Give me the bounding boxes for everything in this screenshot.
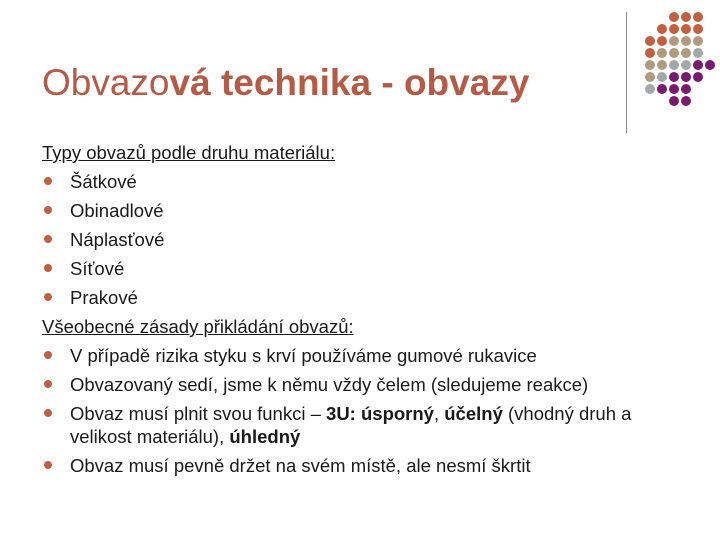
- decorative-dot: [669, 72, 679, 82]
- decorative-dot: [669, 84, 679, 94]
- decorative-dot: [693, 36, 703, 46]
- decorative-dot: [681, 72, 691, 82]
- decorative-dot: [645, 48, 655, 58]
- bullet-icon: [44, 461, 52, 469]
- decorative-dot: [645, 72, 655, 82]
- decorative-divider: [626, 12, 627, 133]
- decorative-dot: [681, 96, 691, 106]
- bullet-icon: [44, 409, 52, 417]
- decorative-dot: [693, 24, 703, 34]
- section1-heading: Typy obvazů podle druhu materiálu:: [42, 142, 336, 163]
- decorative-dot: [645, 36, 655, 46]
- decorative-dot: [681, 36, 691, 46]
- list-item: Obvaz musí plnit svou funkci – 3U: úsporný, účelný (vhodný druh a velikost materiálu), úhledný: [42, 399, 692, 451]
- bullet-icon: [44, 206, 52, 214]
- list-item: Obvazovaný sedí, jsme k němu vždy čelem (sledujeme reakce): [42, 370, 692, 399]
- bullet-icon: [44, 235, 52, 243]
- list-item: Šátkové: [42, 167, 692, 196]
- decorative-dot: [669, 48, 679, 58]
- decorative-dot: [693, 60, 703, 70]
- decorative-dot: [669, 96, 679, 106]
- decorative-dot: [645, 60, 655, 70]
- decorative-dot: [657, 60, 667, 70]
- list-item: Obinadlové: [42, 196, 692, 225]
- decorative-dot: [669, 12, 679, 22]
- title-rest: - obvazy: [371, 62, 530, 103]
- bullet-icon: [44, 351, 52, 359]
- decorative-dot: [657, 48, 667, 58]
- list-item: Náplasťové: [42, 225, 692, 254]
- title-regular: Obvazo: [42, 62, 170, 103]
- decorative-dot: [669, 60, 679, 70]
- decorative-dot: [657, 84, 667, 94]
- decorative-dot: [657, 36, 667, 46]
- decorative-dot: [645, 84, 655, 94]
- decorative-dot: [693, 72, 703, 82]
- bullet-icon: [44, 177, 52, 185]
- list-item: Obvaz musí pevně držet na svém místě, ale nesmí škrtit: [42, 451, 692, 480]
- decorative-dot: [669, 36, 679, 46]
- slide-title: [42, 62, 529, 104]
- decorative-dot: [657, 24, 667, 34]
- decorative-dot: [681, 84, 691, 94]
- decorative-dot: [693, 12, 703, 22]
- slide-body: [42, 138, 692, 480]
- list-item: Prakové: [42, 283, 692, 312]
- bullet-icon: [44, 380, 52, 388]
- bullet-icon: [44, 293, 52, 301]
- bullet-icon: [44, 264, 52, 272]
- decorative-dot: [681, 48, 691, 58]
- decorative-dot: [705, 60, 715, 70]
- decorative-dot: [693, 48, 703, 58]
- decorative-dot: [681, 24, 691, 34]
- decorative-dot: [669, 24, 679, 34]
- decorative-dot: [657, 72, 667, 82]
- decorative-dot: [681, 60, 691, 70]
- decorative-dot: [681, 12, 691, 22]
- list-item: V případě rizika styku s krví používáme gumové rukavice: [42, 341, 692, 370]
- section2-heading: Všeobecné zásady přikládání obvazů:: [42, 316, 354, 337]
- list-item: Síťové: [42, 254, 692, 283]
- title-bold: vá technika: [169, 62, 372, 103]
